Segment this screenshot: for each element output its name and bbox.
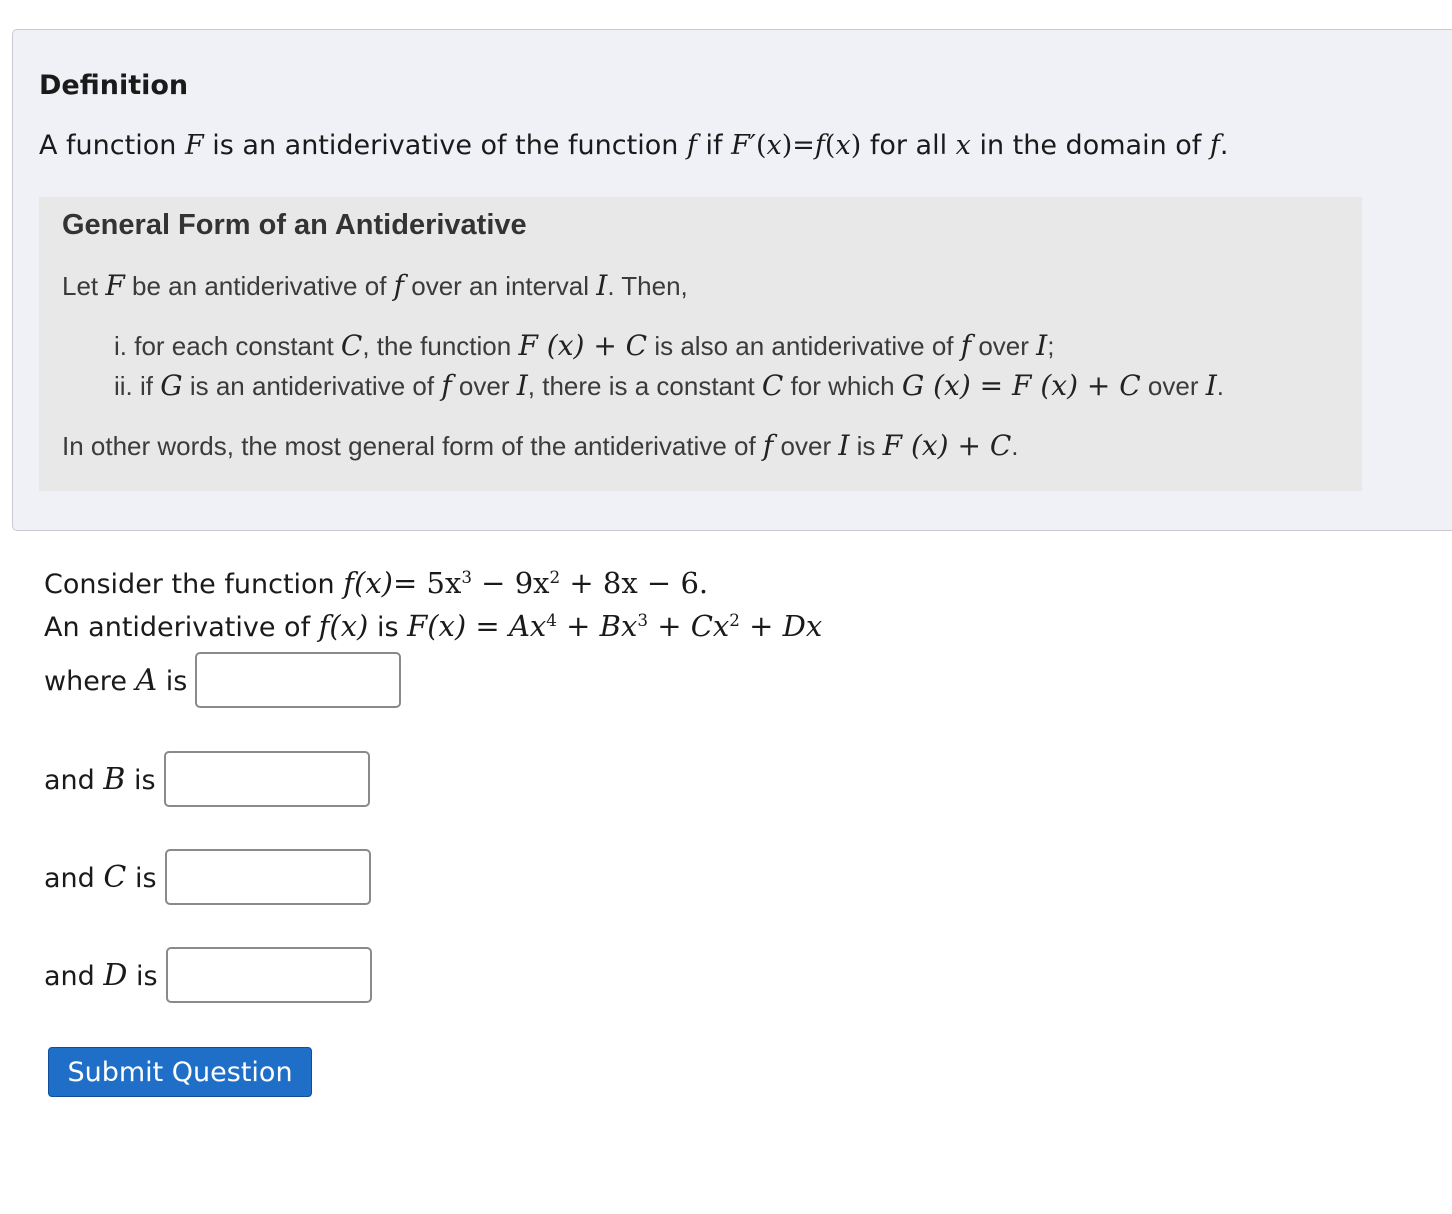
text: . Then, [607,271,688,301]
text: be an antiderivative of [124,271,394,301]
text: ; [1047,331,1055,361]
math-paren: ( [755,130,767,161]
math-C: C [340,329,363,362]
text: is [127,960,158,992]
math-paren: ) [850,130,862,161]
answer-row-a [44,652,401,708]
text: over [1140,371,1206,401]
math-Fx: F(x) [407,609,467,643]
general-form-list [114,329,1224,409]
math-I: I [1205,369,1217,402]
math-exponent: 3 [637,610,648,630]
answer-row-d [44,947,372,1003]
math-fx: f(x) [318,609,369,643]
text: is [126,862,157,894]
math-paren: ( [824,130,836,161]
text: . [1219,130,1229,161]
text: ii. if [114,371,161,401]
math-f: f [762,429,774,462]
math-term: + Cx [647,609,730,643]
math-C: C [761,369,784,402]
answer-input-c[interactable] [165,849,371,905]
answer-row-b [44,751,370,807]
math-expr: F (x) + C [518,329,648,362]
math-f: f [960,329,972,362]
math-D: D [103,957,128,993]
text: over [773,431,839,461]
list-item [114,369,1224,409]
text: over [971,331,1037,361]
answer-input-a[interactable] [195,652,401,708]
text: if [696,130,732,161]
text: and [44,862,104,894]
problem-line-2 [44,609,822,652]
math-I: I [596,269,608,302]
text: and [44,764,104,796]
text: is [157,665,188,697]
text: . [1216,371,1225,401]
text: is an antiderivative of the function [203,130,687,161]
text: is [849,431,883,461]
math-C: C [103,859,127,895]
text: and [44,960,104,992]
text: for which [783,371,902,401]
definition-sentence [39,130,1228,161]
math-exponent: 3 [461,567,472,587]
text: is an antiderivative of [182,371,442,401]
text: i. for each constant [114,331,341,361]
text: In other words, the most general form of the antiderivative of [62,431,763,461]
text: is also an antiderivative of [647,331,961,361]
math-term: + Bx [556,609,638,643]
math-I: I [838,429,850,462]
list-item [114,329,1224,369]
math-f: f [393,269,405,302]
math-term: − 9x [471,566,550,600]
math-A: A [135,662,158,698]
math-fx: f(x) [343,566,393,600]
answer-label-d [44,958,158,993]
text: for all [861,130,956,161]
math-eq: )= [781,130,815,161]
definition-title: Definition [39,70,189,101]
math-x: x [766,130,782,161]
general-form-title: General Form of an Antiderivative [62,209,527,241]
problem-line-1 [44,566,822,609]
math-F: F [184,130,204,161]
text: , there is a constant [527,371,762,401]
math-B: B [103,761,126,797]
text: is [125,764,156,796]
math-f: f [441,369,452,402]
math-x: x [835,130,851,161]
math-exponent: 4 [546,610,557,630]
math-Fprime: F′ [731,130,756,161]
math-G: G [160,369,183,402]
text: in the domain of [970,130,1210,161]
math-expr: G (x) = F (x) + C [901,369,1141,402]
text: where [44,665,136,697]
text: over an interval [404,271,597,301]
answer-label-a [44,663,187,698]
submit-question-button[interactable]: Submit Question [48,1047,312,1097]
answer-input-b[interactable] [164,751,370,807]
text: is [368,612,408,643]
math-expr: F (x) + C [882,429,1012,462]
math-x: x [955,130,971,161]
math-exponent: 2 [549,567,561,587]
general-form-intro [62,269,688,302]
math-term: = Ax [466,609,547,643]
definition-box [12,29,1452,531]
math-F: F [105,269,125,302]
text: Let [62,271,106,301]
problem-statement [44,566,822,652]
text: over [451,371,517,401]
text: An antiderivative of [44,612,319,643]
math-f: f [686,130,697,161]
general-form-outro [62,429,1019,462]
math-term: + Dx [739,609,823,643]
text: , the function [362,331,519,361]
answer-row-c [44,849,371,905]
math-term: + 8x − 6. [560,566,709,600]
answer-label-c [44,860,157,895]
text: . [1011,431,1019,461]
text: Consider the function [44,569,344,600]
math-I: I [1036,329,1048,362]
answer-input-d[interactable] [166,947,372,1003]
general-form-box [39,197,1362,491]
math-exponent: 2 [729,610,740,630]
math-f: f [814,130,825,161]
answer-label-b [44,762,156,797]
math-f: f [1209,130,1220,161]
math-term: = 5x [392,566,462,600]
text: A function [39,130,185,161]
math-I: I [516,369,528,402]
